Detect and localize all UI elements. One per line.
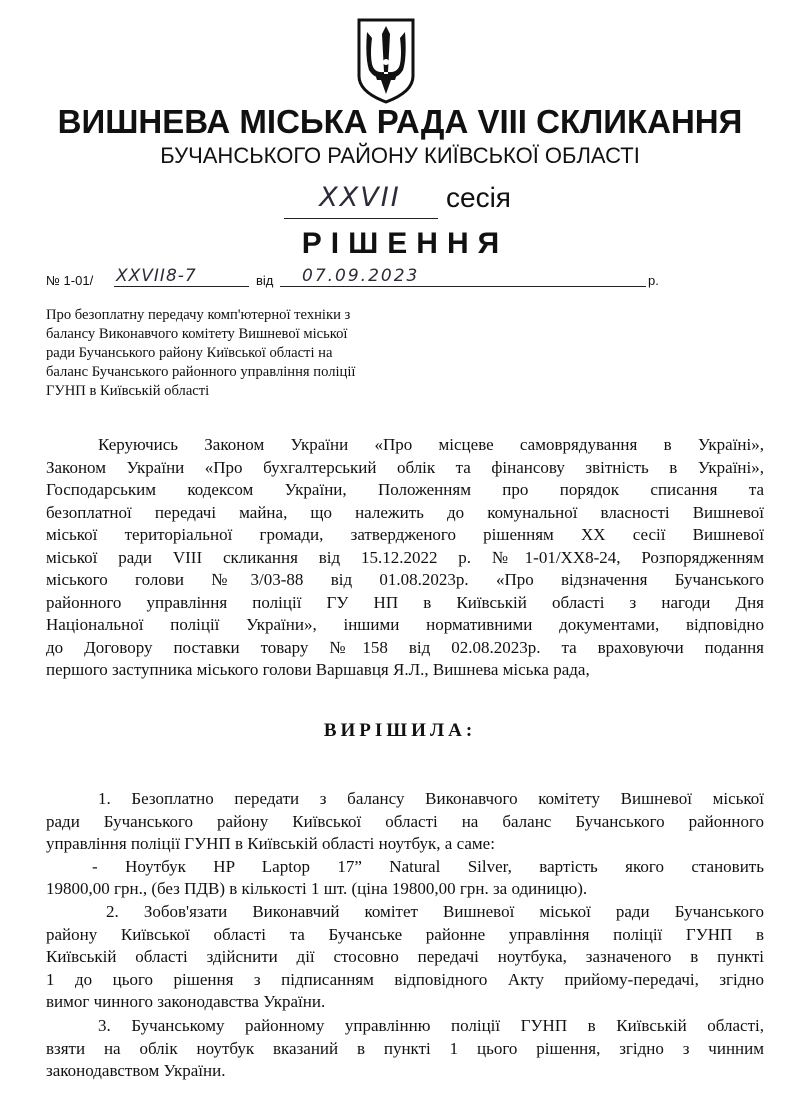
resolution-item-3: [46, 1015, 764, 1083]
preamble-line: до Договору поставки товару №158 від 02.08.2023р. та враховуючи подання: [46, 637, 764, 657]
preamble-paragraph: [46, 434, 764, 682]
preamble-line: міської ради VIII скликання від 15.12.2022 р. №1-01/XX8-24, Розпорядженням: [46, 547, 764, 567]
subject-line: балансу Виконавчого комітету Вишневої міської: [46, 326, 348, 342]
resolution-item-2: [46, 901, 764, 1014]
item-line: 19800,00 грн., (без ПДВ) в кількості 1 шт. (ціна 19800,00 грн. за одиницю).: [46, 879, 588, 898]
session-number-handwritten: XXVII: [319, 182, 401, 213]
item-line: 3. Бучанському районному управлінню поліції ГУНП в Київській області,: [98, 1016, 764, 1035]
preamble-line: Керуючись Законом України «Про місцеве самоврядування в Україні»,: [98, 435, 764, 454]
resolution-item-1: [46, 788, 764, 901]
item-line: 1 до цього рішення з підписанням відповідного Акту прийому-передачі, згідно: [46, 969, 764, 989]
date-underline: [280, 286, 646, 287]
council-subtitle: БУЧАНСЬКОГО РАЙОНУ КИЇВСЬКОЇ ОБЛАСТІ: [160, 143, 640, 168]
item-line: взяти на облік ноутбук вказаний в пункті 1 цього рішення, згідно з чинним: [46, 1038, 764, 1058]
subject-line: ГУНП в Київській області: [46, 383, 210, 399]
trident-emblem-icon: [355, 18, 417, 104]
preamble-line: безоплатної передачі майна, що належить до комунальної власності Вишневої: [46, 502, 764, 522]
preamble-line: міського голови №3/03-88 від 01.08.2023р. «Про відзначення Бучанського: [46, 570, 764, 589]
preamble-line: Законом України «Про бухгалтерський облік та фінансову звітність в Україні»,: [46, 457, 764, 477]
preamble-line: Національної поліції України», іншими нормативними документами, відповідно: [46, 615, 764, 634]
decision-title: РІШЕННЯ: [301, 227, 509, 260]
item-line: законодавством України.: [46, 1061, 226, 1080]
decision-subject: [46, 306, 446, 401]
item-line: 1. Безоплатно передати з балансу Виконавчого комітету Вишневої міської: [98, 789, 764, 808]
subject-line: баланс Бучанського районного управління поліції: [46, 364, 356, 380]
decision-number-row: [46, 266, 686, 290]
preamble-line: міської територіальної громади, затвердженого рішенням XX сесії Вишневої: [46, 525, 764, 544]
subject-line: Про безоплатну передачу комп'ютерної техніки з: [46, 307, 351, 323]
preamble-line: районного управління поліції ГУ НП в Київській області з нагоди Дня: [46, 592, 764, 612]
decision-number-underline: [114, 286, 249, 287]
date-label: від: [256, 273, 274, 288]
item-line: 2. Зобов'язати Виконавчий комітет Вишневої міської ради Бучанського: [106, 902, 764, 921]
resolved-heading: ВИРІШИЛА:: [323, 720, 477, 741]
item-line: управління поліції ГУНП в Київській області ноутбук, а саме:: [46, 834, 495, 853]
item-line: Київській області здійснити дії стосовно передачі ноутбука, зазначеного в пункті: [46, 947, 764, 966]
date-suffix: р.: [648, 273, 659, 288]
item-line: ради Бучанського району Київської області на баланс Бучанського районного: [46, 811, 764, 831]
preamble-line: Господарським кодексом України, Положенням про порядок списання та: [46, 480, 764, 499]
decision-date-handwritten: 07.09.2023: [302, 266, 420, 286]
decision-number-handwritten: XXVII8-7: [116, 266, 197, 286]
subject-line: ради Бучанського району Київської області на: [46, 345, 333, 361]
decision-number-prefix: № 1-01/: [46, 273, 94, 288]
preamble-line: першого заступника міського голови Варшавця Я.Л., Вишнева міська рада,: [46, 660, 590, 679]
item-line: - Ноутбук HP Laptop 17” Natural Silver, вартість якого становить: [92, 856, 764, 876]
council-title: ВИШНЕВА МІСЬКА РАДА VIII СКЛИКАННЯ: [57, 103, 743, 140]
session-label: сесія: [446, 182, 511, 213]
item-line: вимог чинного законодавства України.: [46, 992, 326, 1011]
item-line: району Київської області та Бучанське районне управління поліції ГУНП в: [46, 924, 764, 944]
